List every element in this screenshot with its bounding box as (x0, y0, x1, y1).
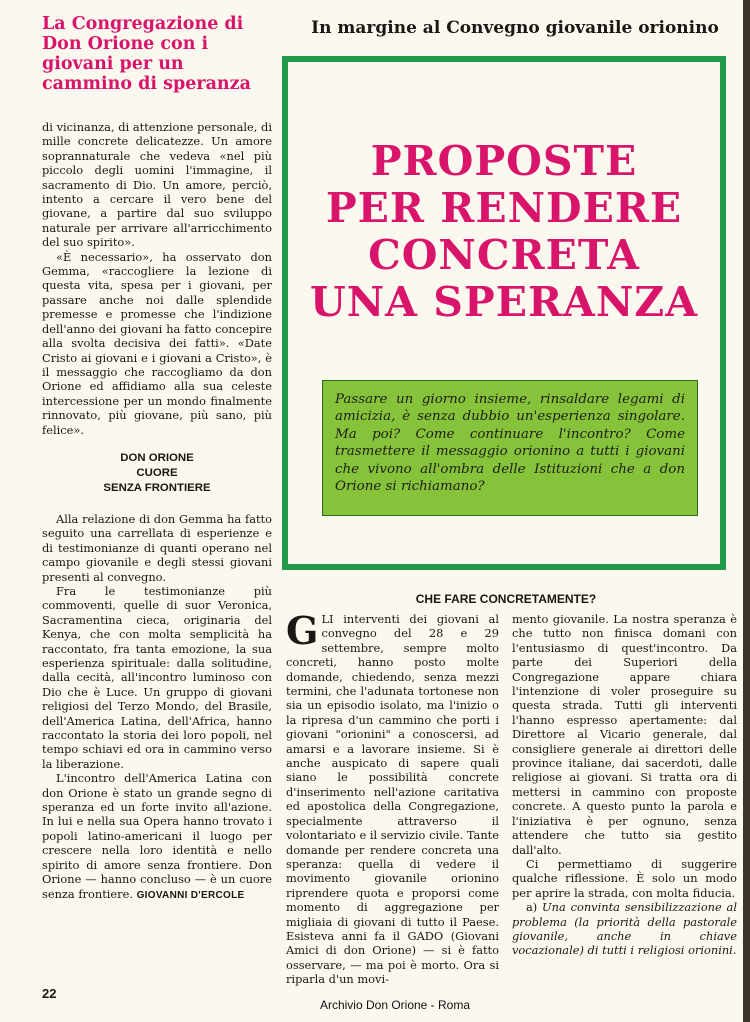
author-signature: GIOVANNI D'ERCOLE (136, 889, 245, 901)
right-column (512, 612, 737, 958)
middle-column (286, 608, 499, 987)
subheading-line: CUORE (136, 466, 178, 479)
title-frame (282, 56, 726, 570)
subheading-line: DON ORIONE (120, 451, 194, 464)
title-line: CONCRETA (368, 231, 640, 279)
page-number: 22 (42, 986, 57, 1001)
intro-box: Passare un giorno insieme, rinsaldare legami di amicizia, è senza dubbio un'esperienza singolare. Ma poi? Come continuare l'incontro? Come trasmettere il messaggio orionino a tutti i giovani che vivono all'ombra delle Istituzioni che a don Orione si richiamano? (322, 380, 698, 516)
paragraph-text: L'incontro dell'America Latina con don Orione è stato un grande segno di speranza ed un forte invito all'azione. In lui e nella sua Opera hanno trovato i popoli latino-americani il luogo per crescere nella loro identità e nello spirito di amore senza frontiere. Don Orione — hanno concluso — è un cuore senza frontiere. (42, 771, 272, 901)
subheading-line: SENZA FRONTIERE (103, 481, 211, 494)
paragraph (512, 900, 737, 958)
title-line: PROPOSTE (370, 137, 638, 185)
paragraph: di vicinanza, di attenzione personale, di mille concrete delicatezze. Un amore soprannaturale che vedeva «nel più piccolo degli uomini l'immagine, il sacramento di Dio. Un amore, perciò, intento a cercare il vero bene del giovane, a partire dal suo sviluppo naturale per arrivare all'arricchimento del suo spirito». (42, 120, 272, 250)
main-title (288, 138, 720, 326)
article-heading: La Congregazione di Don Orione con i giovani per un cammino di speranza (42, 14, 251, 94)
page-edge (743, 0, 750, 1022)
paragraph: mento giovanile. La nostra speranza è che tutto non finisca domani con l'entusiasmo di quest'incontro. Da parte dei Superiori della Congregazione appare chiara l'intenzione di voler proseguire su questa strada. Tutti gli interventi l'hanno espresso apertamente: dal Direttore al Vicario generale, dal consigliere generale ai direttori delle province italiane, dai sacerdoti, dalle religiose ai giovani. Si tratta ora di mettersi in cammino con proposte concrete. A questo punto la parola e l'iniziativa è per ognuno, senza attendere che tutto sia gestito dall'alto. (512, 612, 737, 857)
title-line: UNA SPERANZA (309, 278, 699, 326)
paragraph: Ci permettiamo di suggerire qualche riflessione. È solo un modo per aprire la strada, con molta fiducia. (512, 856, 737, 900)
drop-cap: G (286, 608, 319, 653)
archive-stamp: Archivio Don Orione - Roma (319, 998, 471, 1012)
section-heading: CHE FARE CONCRETAMENTE? (415, 592, 597, 606)
subheading (42, 451, 272, 496)
paragraph (286, 608, 499, 987)
left-column (42, 120, 272, 903)
paragraph: «È necessario», ha osservato don Gemma, «raccogliere la lezione di questa vita, spesa per i giovani, per passare anche noi dalle splendide premesse e promesse che l'indizione dell'anno dei giovani ha fatto concepire alla svolta decisiva dei fatti». «Date Cristo ai giovani e i giovani a Cristo», è il messaggio che raccogliamo da don Orione ed affidiamo alla sua celeste intercessione per un mondo finalmente rinnovato, più giovane, più sano, più felice». (42, 249, 272, 437)
paragraph: Fra le testimonianze più commoventi, quelle di suor Veronica, Sacramentina cieca, originaria del Kenya, che con molta semplicità ha raccontato, fra tanta emozione, la sua esperienza spirituale: dalla solitudine, dalla cecità, all'incontro luminoso con Dio che è Luce. Un gruppo di giovani religiosi del Terzo Mondo, del Brasile, dell'America Latina, dell'Africa, hanno raccontato la storia dei loro popoli, nel tempo schiavi ed ora in cammino verso la liberazione. (42, 583, 272, 771)
paragraph-text: Una convinta sensibilizzazione al problema (la priorità della pastorale giovanile, anche in chiave vocazionale) di tutti i religiosi orionini. (512, 900, 737, 958)
paragraph-text: LI interventi dei giovani al convegno del 28 e 29 settembre, sempre molto concreti, hanno posto molte domande, chiedendo, senza mezzi termini, che l'adunata tortonese non sia un episodio isolato, ma l'inizio o la ripresa d'un cammino che porti i giovani "orionini" a conoscersi, ad amarsi e a lavorare insieme. Si è anche auspicato di sapere quali siano le possibilità concrete d'inserimento nell'azione caritativa ed apostolica della Congregazione, specialmente attraverso il volontariato e il servizio civile. Tante domande per rendere concreta una speranza: quella di vedere il movimento giovanile orionino riprendere quota e proporsi come momento di aggregazione per migliaia di giovani di tutto il Paese. Esisteva anni fa il GADO (Giovani Amici di don Orione) — si è fatto osservare, — ma poi è morto. Ora si riparla d'un movi- (286, 612, 499, 987)
paragraph (42, 771, 272, 903)
title-line: PER RENDERE (325, 184, 683, 232)
list-marker: a) (526, 900, 543, 915)
paragraph: Alla relazione di don Gemma ha fatto seguito una carrellata di esperienze e di testimonianze di quanti operano nel campo giovanile e degli stessi giovani presenti al convegno. (42, 511, 272, 584)
section-kicker: In margine al Convegno giovanile orionino (311, 18, 719, 38)
